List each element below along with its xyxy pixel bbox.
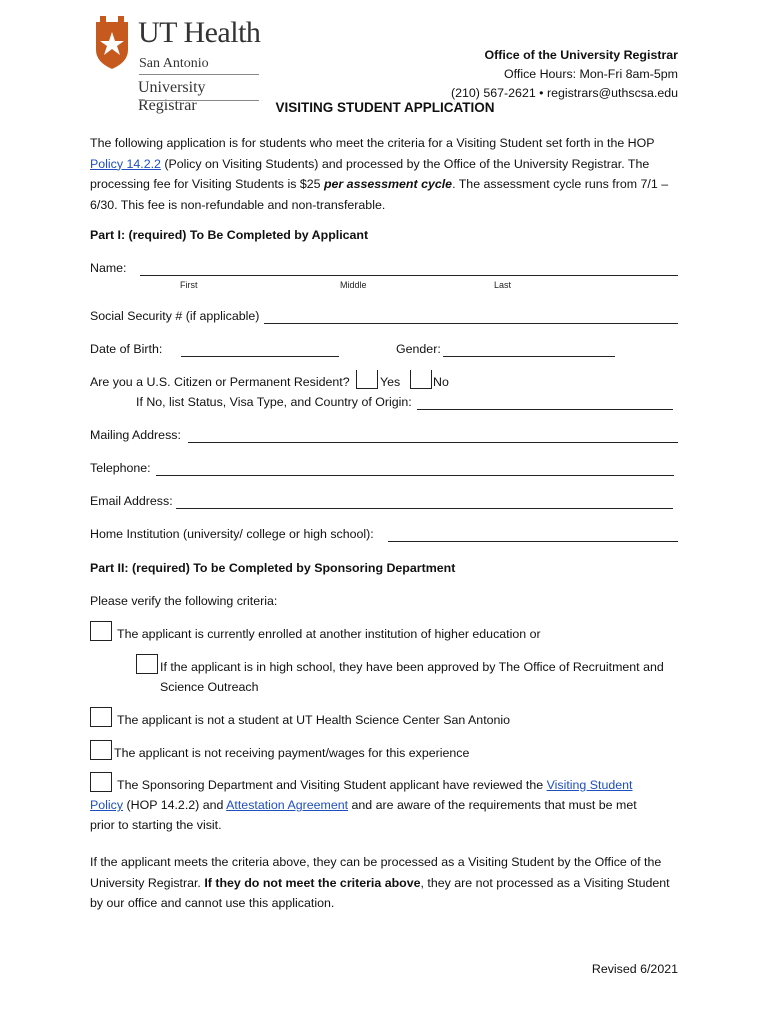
first-caption: First [180, 280, 198, 290]
no-checkbox[interactable] [410, 370, 432, 389]
intro-emphasis: per assessment cycle [323, 177, 453, 191]
attestation-agreement-link[interactable]: Attestation Agreement [226, 798, 349, 812]
yes-label: Yes [380, 375, 401, 389]
criteria-4-line3: prior to starting the visit. [90, 818, 222, 832]
office-hours: Office Hours: Mon-Fri 8am-5pm [504, 67, 678, 81]
yes-checkbox[interactable] [356, 370, 378, 389]
dob-input[interactable] [181, 356, 339, 357]
criteria-3-checkbox[interactable] [90, 740, 112, 760]
criteria-1b-checkbox[interactable] [136, 654, 158, 674]
page-title: VISITING STUDENT APPLICATION [275, 100, 495, 115]
criteria-4-text: The Sponsoring Department and Visiting Student applicant have reviewed the [117, 778, 547, 792]
name-input[interactable] [140, 275, 678, 276]
visiting-student-policy-link[interactable]: Policy [90, 798, 124, 812]
intro-paragraph [90, 133, 682, 215]
closing-text: , they are not processed as a Visiting Student by our office and cannot use this application. [90, 875, 670, 910]
home-inst-label: Home Institution (university/ college or high school): [90, 527, 374, 541]
telephone-input[interactable] [156, 475, 674, 476]
email-input[interactable] [176, 508, 673, 509]
name-label: Name: [90, 261, 127, 275]
no-label: No [433, 375, 449, 389]
closing-paragraph [90, 852, 682, 914]
intro-text: . The assessment cycle runs from 7/1 – 6/30. This fee is non-refundable and non-transferable. [90, 177, 669, 212]
criteria-1-text: The applicant is currently enrolled at another institution of higher education or [117, 627, 541, 641]
criteria-4-line1 [117, 778, 632, 792]
closing-bold: If they do not meet the criteria above [204, 875, 421, 890]
criteria-3-text: The applicant is not receiving payment/wages for this experience [114, 746, 470, 760]
citizen-question: Are you a U.S. Citizen or Permanent Resident? [90, 375, 350, 389]
ssn-label: Social Security # (if applicable) [90, 309, 260, 323]
intro-text: The following application is for students who meet the criteria for a Visiting Student set forth in the HOP [90, 136, 655, 150]
logo-sub: San Antonio [139, 56, 209, 71]
intro-text: (Policy on Visiting Students) and processed by the Office of the University Registrar. The processing fee for Visiting Students is $25 [90, 156, 650, 191]
logo-rule [139, 74, 259, 75]
closing-text: If the applicant meets the criteria above, they can be processed as a Visiting Student by the Office of the University Registrar. [90, 855, 662, 890]
criteria-2-checkbox[interactable] [90, 707, 112, 727]
if-no-label: If No, list Status, Visa Type, and Country of Origin: [136, 395, 412, 409]
middle-caption: Middle [340, 280, 367, 290]
criteria-2-text: The applicant is not a student at UT Health Science Center San Antonio [117, 713, 511, 727]
criteria-4-line2 [90, 798, 637, 812]
logo-unit: University Registrar [138, 79, 206, 114]
ssn-input[interactable] [264, 323, 678, 324]
criteria-4-checkbox[interactable] [90, 772, 112, 792]
shield-star-icon [92, 14, 132, 70]
home-inst-input[interactable] [388, 541, 678, 542]
policy-link[interactable]: Policy 14.2.2 [90, 156, 161, 171]
criteria-1b-text: If the applicant is in high school, they have been approved by The Office of Recruitment and [160, 660, 664, 674]
office-title: Office of the University Registrar [484, 48, 678, 62]
gender-input[interactable] [443, 356, 615, 357]
gender-label: Gender: [396, 342, 441, 356]
verify-label: Please verify the following criteria: [90, 594, 278, 608]
criteria-1b-text: Science Outreach [160, 680, 259, 694]
ut-health-logo [92, 12, 267, 114]
office-contact: (210) 567-2621 • registrars@uthscsa.edu [451, 86, 678, 100]
email-label: Email Address: [90, 494, 173, 508]
dob-label: Date of Birth: [90, 342, 163, 356]
mailing-label: Mailing Address: [90, 428, 181, 442]
visiting-student-policy-link[interactable]: Visiting Student [546, 778, 633, 792]
criteria-4-text: (HOP 14.2.2) and [123, 798, 227, 812]
part2-heading: Part II: (required) To be Completed by Sponsoring Department [90, 561, 456, 575]
last-caption: Last [494, 280, 512, 290]
part1-heading: Part I: (required) To Be Completed by Applicant [90, 228, 369, 242]
revised-date: Revised 6/2021 [591, 962, 678, 976]
office-info [451, 46, 678, 103]
telephone-label: Telephone: [90, 461, 151, 475]
logo-name: UT Health [138, 16, 261, 49]
criteria-1-checkbox[interactable] [90, 621, 112, 641]
mailing-input[interactable] [188, 442, 678, 443]
status-input[interactable] [417, 409, 673, 410]
criteria-4-text: and are aware of the requirements that must be met [348, 798, 637, 812]
